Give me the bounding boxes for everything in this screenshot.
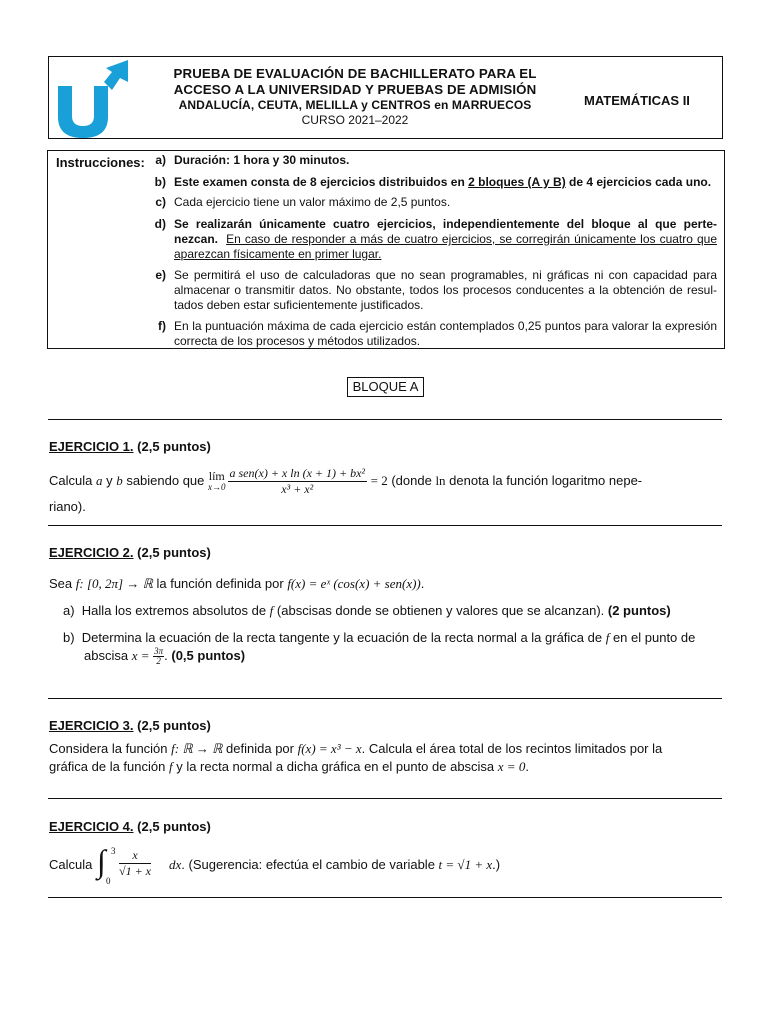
instruction-text: Duración: 1 hora y 30 minutos.: [174, 153, 350, 167]
exercise-2-title: [49, 545, 211, 560]
exercise-2-part-b: [63, 628, 723, 648]
instructions-label: Instrucciones:: [56, 155, 145, 170]
e1-limit: [208, 468, 226, 493]
instruction-text: En la puntuación máxima de cada ejercicio están contemplados 0,25 puntos para valorar la expresión correcta de los procesos y métodos utilizados.: [174, 319, 717, 348]
e2-function-domain: f: [0, 2π] → ℝ: [75, 576, 153, 591]
instruction-text: [174, 175, 734, 190]
exercise-2-intro: [49, 574, 424, 594]
exercise-points: (2,5 puntos): [137, 819, 211, 834]
e2b-text: Determina la ecuación de la recta tangente y la ecuación de la recta normal a la gráfica de: [81, 630, 606, 645]
e4-lower-limit: 0: [106, 876, 111, 886]
part-letter: a): [63, 603, 75, 618]
exercise-3-title: [49, 718, 211, 733]
instruction-b-pre: Este examen consta de 8 ejercicios distribuidos en: [174, 175, 469, 189]
instruction-b-post: de 4 ejercicios cada uno.: [565, 175, 712, 189]
exam-title: [150, 66, 560, 128]
instruction-text: [174, 217, 717, 262]
e2-text: .: [420, 576, 425, 591]
e2-text: Sea: [49, 576, 76, 591]
exercise-points: (2,5 puntos): [137, 545, 211, 560]
exercise-points: (2,5 puntos): [137, 439, 211, 454]
e1-fraction: [228, 466, 368, 497]
e4-numerator: x: [119, 848, 151, 864]
e2b-f: f: [605, 630, 610, 645]
instruction-letter: b): [154, 175, 166, 189]
e1-text: y: [102, 472, 117, 488]
instruction-letter: a): [155, 153, 166, 167]
e4-text: Calcula: [49, 857, 93, 872]
e1-equals: = 2: [370, 472, 388, 488]
exercise-1-statement: [49, 466, 722, 497]
e3-text: definida por: [222, 741, 298, 756]
e2a-text: Halla los extremos absolutos de: [81, 603, 270, 618]
e1-text: (donde: [387, 472, 436, 488]
instruction-d-bold: Se realizarán únicamente cuatro ejercicios, independientemente del bloque al que perte-nezcan.: [174, 217, 717, 246]
e3-text: y la recta normal a dicha gráfica en el punto de abscisa: [172, 759, 498, 774]
e2b-text: en el punto de: [609, 630, 696, 645]
e3-x: x = 0: [497, 759, 526, 774]
e2b-text: abscisa: [84, 648, 132, 663]
divider: [48, 897, 722, 898]
instruction-text: Cada ejercicio tiene un valor máximo de 2,5 puntos.: [174, 195, 451, 209]
instruction-letter: f): [158, 319, 166, 333]
e1-var-a: a: [95, 472, 103, 488]
e1-text: denota la función logaritmo nepe-: [445, 472, 643, 488]
divider: [48, 525, 722, 526]
e4-upper-limit: 3: [111, 846, 116, 856]
e3-text: . Calcula el área total de los recintos limitados por la: [361, 741, 663, 756]
divider: [48, 419, 722, 420]
e2b-numerator: 3π: [154, 646, 164, 657]
e4-substitution: t = √1 + x: [438, 857, 493, 872]
divider: [48, 698, 722, 699]
e1-ln: ln: [435, 472, 446, 488]
exercise-number: EJERCICIO 3.: [49, 718, 134, 733]
subject-name: MATEMÁTICAS II: [584, 93, 690, 108]
instruction-letter: c): [155, 195, 166, 209]
instruction-b-underlined: 2 bloques (A y B): [468, 175, 566, 189]
e3-function-domain: f: ℝ → ℝ: [171, 741, 223, 756]
e2a-text: (abscisas donde se obtienen y valores que se alcanzan).: [273, 603, 608, 618]
e3-function-expression: f(x) = x³ − x: [297, 741, 362, 756]
block-label: BLOQUE A: [347, 377, 424, 397]
integral-sign: ∫: [97, 843, 106, 879]
e2b-fraction: [153, 647, 164, 666]
e1-denominator: x³ + x²: [281, 482, 314, 496]
e2-function-expression: f(x) = eˣ (cos(x) + sen(x)): [287, 576, 421, 591]
exercise-3-line1: [49, 739, 722, 759]
exercise-2-part-b-line2: abscisa x = $\frac{3\pi}{2}$ . (0,5 puntos): [84, 646, 246, 667]
instruction-letter: e): [155, 268, 166, 282]
exercise-3-line2: [49, 757, 529, 777]
e4-dx: dx: [169, 857, 182, 872]
exercise-2-part-a: [63, 601, 723, 621]
exercise-1-statement-end: riano).: [49, 499, 86, 514]
e2-text: la función definida por: [152, 576, 288, 591]
university-logo: [56, 60, 128, 138]
instruction-d-underlined: En caso de responder a más de cuatro ejercicios, se corregirán únicamente los cuatro que aparezcan físicamente en primer lugar.: [174, 232, 717, 261]
exercise-number: EJERCICIO 2.: [49, 545, 134, 560]
exercise-points: (2,5 puntos): [137, 718, 211, 733]
e4-text: . (Sugerencia: efectúa el cambio de variable: [181, 857, 439, 872]
title-line-1: PRUEBA DE EVALUACIÓN DE BACHILLERATO PARA EL: [173, 66, 537, 81]
e3-f: f: [168, 759, 173, 774]
e1-numerator: a sen(x) + x ln (x + 1) + bx²: [229, 466, 366, 480]
e1-text: sabiendo que: [122, 472, 208, 488]
part-letter: b): [63, 630, 75, 645]
e4-tail: [169, 855, 500, 875]
e2b-points: (0,5 puntos): [171, 648, 246, 663]
e2a-f: f: [269, 603, 274, 618]
exercise-1-title: [49, 439, 211, 454]
e2b-denominator: 2: [156, 656, 161, 667]
title-line-2: ACCESO A LA UNIVERSIDAD Y PRUEBAS DE ADMISIÓN: [173, 82, 537, 97]
e2b-x: x =: [131, 648, 150, 663]
instruction-text: Se permitirá el uso de calculadoras que no sean programables, ni gráficas ni con capacidad para almacenar o transmitir datos. No obstante, todos los procesos conducentes a la obtención de resul-tados deben estar suficientemente justificados.: [174, 268, 717, 312]
e4-fraction: [119, 848, 151, 879]
e2a-points: (2 puntos): [607, 603, 671, 618]
e1-var-b: b: [116, 472, 123, 488]
exercise-number: EJERCICIO 1.: [49, 439, 134, 454]
e1-lim-sub: x→0: [208, 481, 226, 492]
e3-text: .: [525, 759, 529, 774]
e3-text: gráfica de la función: [49, 759, 169, 774]
instruction-letter: d): [154, 217, 166, 231]
exercise-number: EJERCICIO 4.: [49, 819, 134, 834]
title-line-3: ANDALUCÍA, CEUTA, MELILLA y CENTROS en MARRUECOS: [178, 98, 532, 112]
divider: [48, 798, 722, 799]
e1-text: Calcula: [49, 472, 96, 488]
exercise-4-statement: [49, 845, 722, 885]
e4-text: .): [492, 857, 501, 872]
exercise-4-title: [49, 819, 211, 834]
course-year: CURSO 2021–2022: [301, 113, 409, 127]
e4-denominator: √1 + x: [119, 864, 152, 878]
e1-lim: lím: [208, 468, 225, 483]
e3-text: Considera la función: [49, 741, 172, 756]
